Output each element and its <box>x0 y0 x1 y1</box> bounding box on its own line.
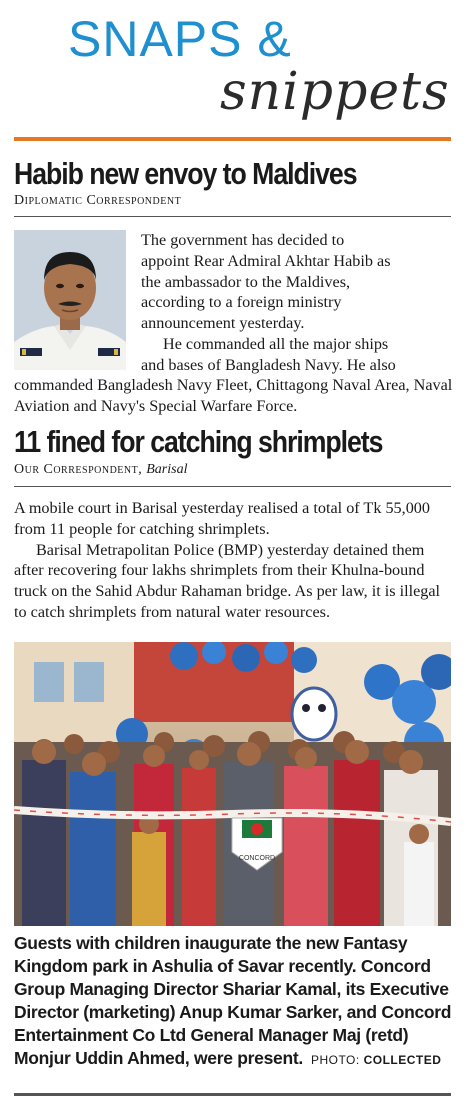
banner-label: CONCORD <box>238 855 276 862</box>
caption-text: Guests with children inaugurate the new Fantasy Kingdom park in Ashulia of Savar recently. Concord Group Managing Director Shariar Kamal, its Executive Director (marketing) Anup Kumar Sarker, and Concord Entertainment Co Ltd General Manager Maj (retd) Monjur Uddin Ahmed, were present. <box>14 933 452 1068</box>
story1-byline: Diplomatic Correspondent <box>14 193 182 208</box>
story1-line: The government has decided to <box>141 231 345 249</box>
story1-paragraph: commanded Bangladesh Navy Fleet, Chittagong Naval Area, Naval Aviation and Navy's Special Warfare Force. <box>14 376 453 415</box>
story1-line: the ambassador to the Maldives, <box>141 272 351 291</box>
section-divider <box>14 137 451 141</box>
story1-rule <box>14 216 451 217</box>
photo-credit-label: PHOTO: <box>310 1053 360 1067</box>
story2-rule <box>14 486 451 487</box>
masthead <box>0 0 469 140</box>
bottom-divider <box>14 1093 451 1096</box>
story2-location: Barisal <box>146 462 188 477</box>
story1-line: He commanded all the major ships <box>163 334 389 353</box>
story2-headline: 11 fined for catching shrimplets <box>14 424 383 459</box>
photo-credit-source: COLLECTED <box>363 1053 442 1067</box>
story1-line: and bases of Bangladesh Navy. He also <box>141 355 396 374</box>
story1-line: announcement yesterday. <box>141 314 305 333</box>
story2-byline <box>14 462 187 478</box>
story1-wrap-text <box>141 230 453 376</box>
story2-paragraph: Barisal Metrapolitan Police (BMP) yesterday detained them after recovering four lakhs shrimplets from their Khulna-bound truck on the Sahid Abdur Rahaman bridge. As per law, it is illegal to catch shrimplets from natural water resources. <box>14 540 441 621</box>
story1-line: appoint Rear Admiral Akhtar Habib as <box>141 251 391 270</box>
masthead-snippets: snippets <box>220 62 450 122</box>
photo-caption <box>14 932 454 1072</box>
masthead-snaps: SNAPS & <box>68 11 292 67</box>
photo-credit <box>311 1053 441 1067</box>
story2-byline-name: Our Correspondent, <box>14 462 143 477</box>
story1-line: according to a foreign ministry <box>141 293 342 312</box>
event-photo <box>14 642 451 926</box>
story2-paragraph: A mobile court in Barisal yesterday realised a total of Tk 55,000 from 11 people for catching shrimplets. <box>14 499 430 538</box>
story1-headline: Habib new envoy to Maldives <box>14 156 357 191</box>
envoy-portrait <box>14 230 126 370</box>
story2-body <box>14 498 454 623</box>
